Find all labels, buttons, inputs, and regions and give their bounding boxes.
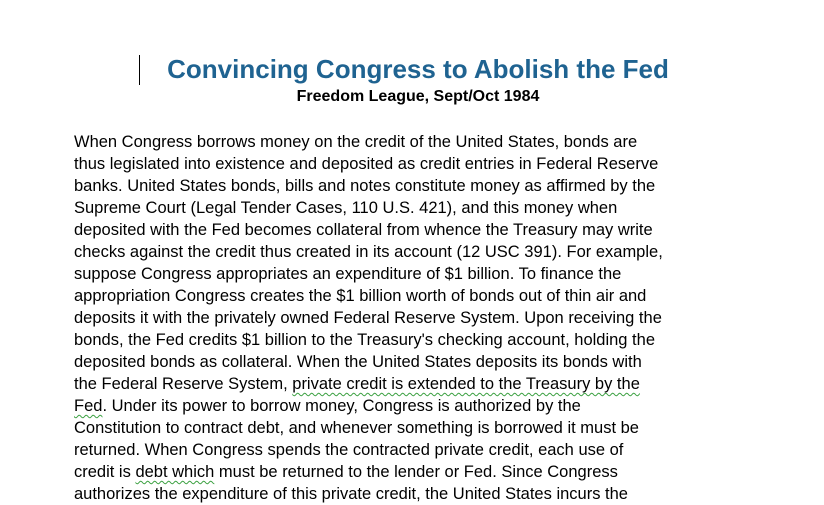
document-subtitle: Freedom League, Sept/Oct 1984 — [296, 88, 540, 105]
body-text-run: must be returned to the lender or Fed. Since Congress — [214, 463, 618, 481]
body-line — [74, 461, 814, 483]
grammar-flagged-text[interactable]: debt which — [135, 463, 215, 481]
body-line: When Congress borrows money on the credit of the United States, bonds are — [74, 133, 638, 151]
body-line: authorizes the expenditure of this private credit, the United States incurs the — [74, 485, 628, 503]
body-line: suppose Congress appropriates an expenditure of $1 billion. To finance the — [74, 265, 622, 283]
body-text-run: . Under its power to borrow money, Congress is authorized by the — [102, 397, 581, 415]
body-line: checks against the credit thus created in its account (12 USC 391). For example, — [74, 243, 663, 261]
body-line: deposited bonds as collateral. When the United States deposits its bonds with — [74, 353, 642, 371]
body-text-run: credit is — [74, 463, 136, 481]
body-line: banks. United States bonds, bills and notes constitute money as affirmed by the — [74, 177, 656, 195]
body-line — [74, 395, 814, 417]
body-line: appropriation Congress creates the $1 billion worth of bonds out of thin air and — [74, 287, 647, 305]
body-line: returned. When Congress spends the contracted private credit, each use of — [74, 441, 624, 459]
grammar-flagged-text[interactable]: private credit is extended to the Treasury by the — [292, 375, 640, 393]
body-line: deposits it with the privately owned Federal Reserve System. Upon receiving the — [74, 309, 662, 327]
body-text-run: the Federal Reserve System, — [74, 375, 293, 393]
document-title: Convincing Congress to Abolish the Fed — [167, 54, 669, 84]
grammar-flagged-text[interactable]: Fed — [74, 397, 103, 415]
body-line: Supreme Court (Legal Tender Cases, 110 U.S. 421), and this money when — [74, 199, 618, 217]
body-line — [74, 373, 814, 395]
body-line: thus legislated into existence and deposited as credit entries in Federal Reserve — [74, 155, 659, 173]
body-line: bonds, the Fed credits $1 billion to the Treasury's checking account, holding the — [74, 331, 655, 349]
body-line: Constitution to contract debt, and whenever something is borrowed it must be — [74, 419, 639, 437]
body-line: deposited with the Fed becomes collateral from whence the Treasury may write — [74, 221, 653, 239]
body-text — [74, 131, 814, 505]
